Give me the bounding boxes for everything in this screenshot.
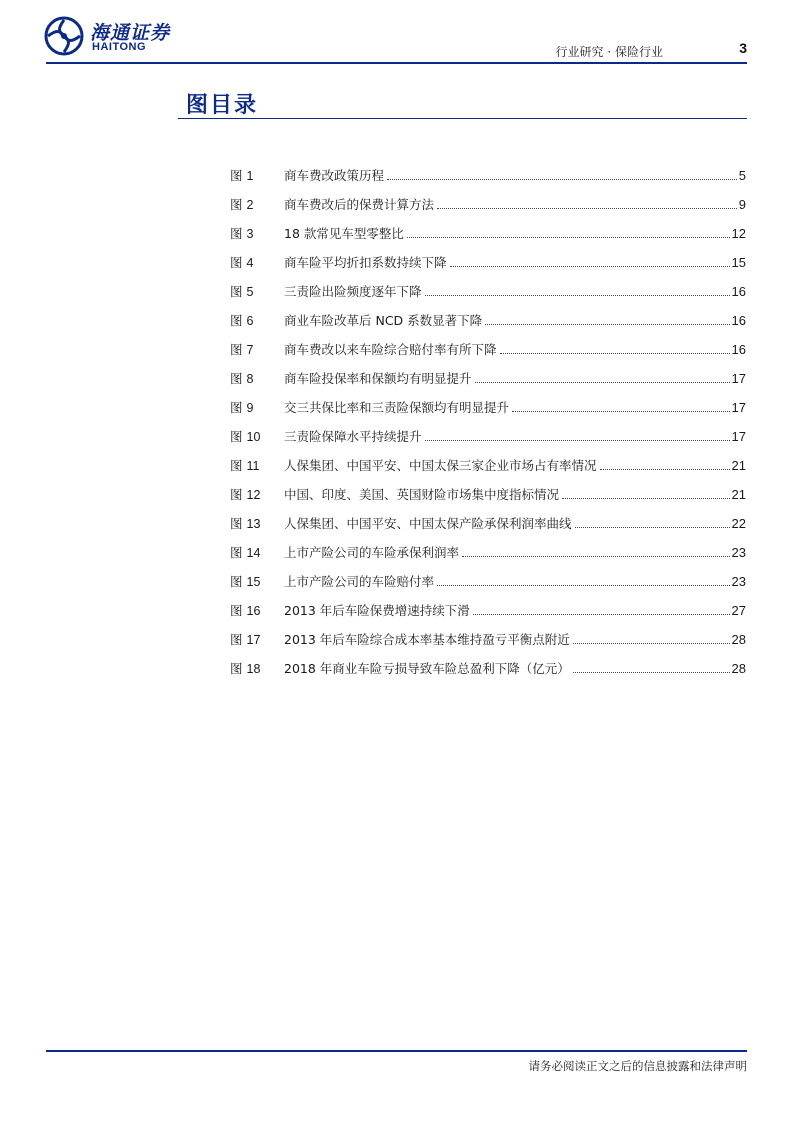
dot-leader [473, 614, 730, 615]
toc-entry[interactable] [230, 276, 746, 305]
dot-leader [575, 527, 730, 528]
toc-entry-line [284, 514, 746, 532]
dot-leader [450, 266, 730, 267]
figure-page-number: 15 [731, 254, 746, 270]
toc-entry-line [284, 166, 746, 184]
figure-label: 图 [230, 196, 243, 212]
figure-number [230, 369, 284, 387]
figure-title: 三责险出险频度逐年下降 [284, 283, 422, 299]
toc-entry-line [284, 485, 746, 503]
figure-number [230, 572, 284, 590]
dot-leader [437, 585, 730, 586]
figure-page-number: 16 [731, 283, 746, 299]
dot-leader [600, 469, 730, 470]
figure-title: 商车费改后的保费计算方法 [284, 196, 435, 212]
figure-page-number: 5 [738, 167, 746, 183]
toc-entry-line [284, 282, 746, 300]
figure-label: 图 [230, 283, 243, 299]
dot-leader [475, 382, 730, 383]
figure-number [230, 485, 284, 503]
figure-page-number: 22 [731, 515, 746, 531]
figure-index: 14 [246, 545, 261, 560]
figure-list [230, 160, 746, 682]
figure-label: 图 [230, 399, 243, 415]
toc-entry-line [284, 340, 746, 358]
toc-entry[interactable] [230, 624, 746, 653]
figure-index: 1 [246, 168, 254, 183]
toc-entry-line [284, 311, 746, 329]
figure-label: 图 [230, 573, 243, 589]
figure-label: 图 [230, 428, 243, 444]
dot-leader [407, 237, 730, 238]
figure-title: 人保集团、中国平安、中国太保三家企业市场占有率情况 [284, 457, 597, 473]
figure-page-number: 28 [731, 660, 746, 676]
dot-leader [387, 179, 737, 180]
figure-label: 图 [230, 370, 243, 386]
footer-divider [46, 1050, 747, 1052]
dot-leader [573, 672, 730, 673]
figure-page-number: 28 [731, 631, 746, 647]
figure-title: 2018 年商业车险亏损导致车险总盈利下降（亿元） [284, 660, 570, 676]
title-divider [178, 118, 747, 119]
figure-index: 9 [246, 400, 254, 415]
toc-entry[interactable] [230, 537, 746, 566]
figure-index: 15 [246, 574, 261, 589]
figure-index: 8 [246, 371, 254, 386]
figure-label: 图 [230, 544, 243, 560]
dot-leader [425, 440, 730, 441]
figure-label: 图 [230, 660, 243, 676]
figure-label: 图 [230, 631, 243, 647]
logo-chinese-name: 海通证券 [90, 22, 171, 44]
toc-entry-line [284, 224, 746, 242]
figure-number [230, 659, 284, 677]
page-title: 图目录 [186, 93, 259, 118]
toc-entry-line [284, 659, 746, 677]
figure-label: 图 [230, 341, 243, 357]
toc-entry[interactable] [230, 508, 746, 537]
figure-index: 10 [246, 429, 261, 444]
figure-title: 商车险投保率和保额均有明显提升 [284, 370, 472, 386]
toc-entry-line [284, 369, 746, 387]
figure-number [230, 340, 284, 358]
toc-entry-line [284, 456, 746, 474]
dot-leader [462, 556, 730, 557]
figure-label: 图 [230, 515, 243, 531]
figure-index: 18 [246, 661, 261, 676]
dot-leader [512, 411, 730, 412]
dot-leader [573, 643, 730, 644]
figure-label: 图 [230, 312, 243, 328]
dot-leader [485, 324, 729, 325]
figure-number [230, 166, 284, 184]
figure-number [230, 311, 284, 329]
figure-index: 11 [246, 458, 260, 473]
figure-title: 18 款常见车型零整比 [284, 225, 404, 241]
toc-entry-line [284, 543, 746, 561]
figure-page-number: 16 [731, 312, 746, 328]
figure-title: 上市产险公司的车险承保利润率 [284, 544, 460, 560]
figure-page-number: 21 [731, 457, 746, 473]
header-section-label: 行业研究 · 保险行业 [555, 45, 663, 59]
figure-index: 3 [246, 226, 254, 241]
figure-label: 图 [230, 602, 243, 618]
figure-title: 商车费改政策历程 [284, 167, 385, 183]
figure-page-number: 21 [731, 486, 746, 502]
toc-entry[interactable] [230, 218, 746, 247]
figure-number [230, 630, 284, 648]
toc-entry-line [284, 398, 746, 416]
figure-index: 5 [246, 284, 254, 299]
company-logo [44, 16, 184, 60]
figure-title: 商业车险改革后 NCD 系数显著下降 [284, 312, 483, 328]
figure-label: 图 [230, 167, 243, 183]
toc-entry-line [284, 572, 746, 590]
figure-number [230, 456, 284, 474]
figure-page-number: 17 [731, 370, 746, 386]
figure-index: 16 [246, 603, 261, 618]
toc-entry[interactable] [230, 363, 746, 392]
figure-number [230, 514, 284, 532]
figure-index: 7 [246, 342, 254, 357]
figure-label: 图 [230, 457, 243, 473]
figure-title: 2013 年后车险保费增速持续下滑 [284, 602, 470, 618]
figure-number [230, 398, 284, 416]
toc-entry-line [284, 427, 746, 445]
figure-page-number: 12 [731, 225, 746, 241]
dot-leader [425, 295, 730, 296]
toc-entry[interactable] [230, 305, 746, 334]
toc-entry[interactable] [230, 566, 746, 595]
figure-number [230, 195, 284, 213]
toc-entry[interactable] [230, 189, 746, 218]
toc-entry-line [284, 253, 746, 271]
figure-label: 图 [230, 225, 243, 241]
toc-entry[interactable] [230, 392, 746, 421]
figure-number [230, 224, 284, 242]
figure-page-number: 23 [731, 544, 746, 560]
toc-entry[interactable] [230, 160, 746, 189]
toc-entry-line [284, 630, 746, 648]
figure-title: 交三共保比率和三责险保额均有明显提升 [284, 399, 510, 415]
figure-title: 三责险保障水平持续提升 [284, 428, 422, 444]
figure-page-number: 17 [731, 428, 746, 444]
figure-number [230, 543, 284, 561]
toc-entry[interactable] [230, 450, 746, 479]
toc-entry[interactable] [230, 334, 746, 363]
toc-entry-line [284, 601, 746, 619]
figure-title: 商车费改以来车险综合赔付率有所下降 [284, 341, 497, 357]
figure-number [230, 601, 284, 619]
figure-number [230, 427, 284, 445]
figure-label: 图 [230, 486, 243, 502]
toc-entry[interactable] [230, 479, 746, 508]
figure-index: 12 [246, 487, 261, 502]
toc-entry-line [284, 195, 746, 213]
header-divider [46, 62, 747, 64]
figure-index: 4 [246, 255, 254, 270]
figure-page-number: 23 [731, 573, 746, 589]
figure-page-number: 16 [731, 341, 746, 357]
figure-title: 中国、印度、美国、英国财险市场集中度指标情况 [284, 486, 560, 502]
toc-entry[interactable] [230, 595, 746, 624]
figure-index: 17 [246, 632, 261, 647]
figure-page-number: 17 [731, 399, 746, 415]
toc-entry[interactable] [230, 653, 746, 682]
toc-entry[interactable] [230, 421, 746, 450]
figure-title: 人保集团、中国平安、中国太保产险承保利润率曲线 [284, 515, 572, 531]
figure-number [230, 282, 284, 300]
footer-disclaimer: 请务必阅读正文之后的信息披露和法律声明 [528, 1059, 747, 1073]
figure-page-number: 9 [738, 196, 746, 212]
figure-page-number: 27 [731, 602, 746, 618]
figure-title: 2013 年后车险综合成本率基本维持盈亏平衡点附近 [284, 631, 570, 647]
haitong-logo-icon [44, 16, 84, 56]
figure-index: 6 [246, 313, 254, 328]
dot-leader [562, 498, 730, 499]
figure-number [230, 253, 284, 271]
figure-index: 2 [246, 197, 254, 212]
dot-leader [437, 208, 737, 209]
figure-index: 13 [246, 516, 261, 531]
dot-leader [500, 353, 730, 354]
page-number: 3 [739, 40, 747, 56]
figure-title: 商车险平均折扣系数持续下降 [284, 254, 447, 270]
logo-english-name: HAITONG [92, 41, 147, 53]
toc-entry[interactable] [230, 247, 746, 276]
figure-label: 图 [230, 254, 243, 270]
figure-title: 上市产险公司的车险赔付率 [284, 573, 435, 589]
